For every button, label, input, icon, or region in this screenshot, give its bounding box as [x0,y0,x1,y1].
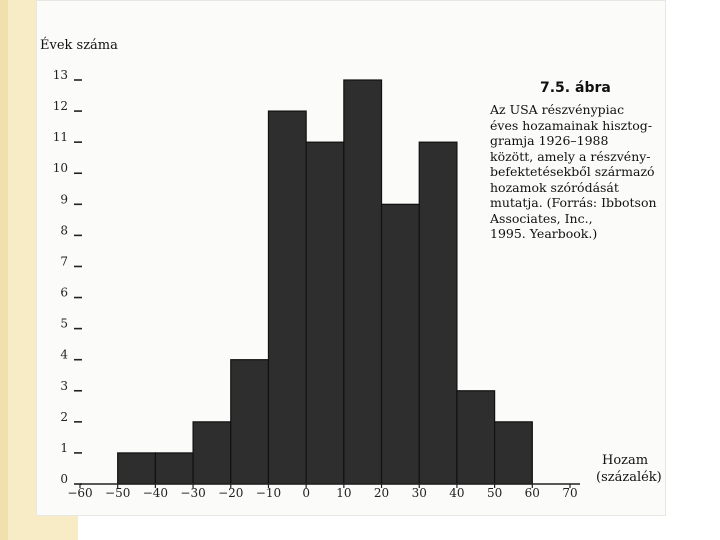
x-tick-label: 60 [524,486,540,500]
y-tick-label: 5 [60,316,68,331]
caption-line: hozamok szóródását [490,179,619,195]
caption-line: között, amely a részvény- [490,148,651,164]
x-tick-label: 0 [302,486,310,500]
x-tick-label: −10 [255,486,282,500]
histogram-bars [118,80,533,484]
x-axis [67,484,580,500]
histogram-bar [155,453,193,484]
y-tick-label: 10 [52,161,68,176]
y-tick-label: 4 [60,347,68,362]
x-tick-label: −20 [218,486,244,500]
y-tick-label: 13 [52,68,68,82]
histogram-bar [495,422,533,484]
caption-line: gramja 1926–1988 [490,133,609,148]
figure-caption [490,80,668,242]
histogram-bar [344,80,382,484]
y-tick-label: 2 [60,409,68,424]
x-axis-title-line-1: Hozam [602,453,649,468]
y-tick-label: 7 [60,254,68,269]
caption-line: Az USA részvénypiac [490,102,625,117]
x-tick-label: 50 [486,486,503,500]
caption-line: Associates, Inc., [490,210,593,226]
x-tick-label: −60 [67,486,93,500]
histogram-bar [419,142,457,484]
y-tick-label: 0 [60,472,68,486]
x-axis-title-line-2: (százalék) [596,470,662,485]
y-tick-label: 9 [60,192,68,207]
histogram-bar [268,111,306,484]
x-tick-label: 10 [336,486,352,500]
x-tick-label: 70 [562,486,578,500]
histogram-bar [118,453,156,484]
histogram-bar [306,142,344,484]
y-axis-title: Évek száma [40,38,118,53]
caption-line: befektetésekből származó [490,164,655,179]
x-tick-label: 20 [373,486,390,500]
histogram-bar [231,360,269,484]
caption-line: 1995. Yearbook.) [490,226,598,241]
x-tick-label: −40 [142,486,169,500]
y-tick-label: 1 [60,440,68,455]
x-tick-label: −50 [105,486,131,500]
x-tick-label: 30 [411,486,427,500]
x-tick-label: −30 [180,486,206,500]
caption-line: mutatja. (Forrás: Ibbotson [490,195,657,210]
y-tick-label: 6 [60,285,68,300]
y-tick-label: 8 [60,223,68,238]
y-tick-label: 12 [52,99,68,114]
histogram-bar [382,204,420,484]
x-tick-label: 40 [449,486,465,500]
y-axis [53,68,82,486]
histogram-bar [457,391,495,484]
caption-line: éves hozamainak hisztog- [490,117,653,133]
histogram-bar [193,422,231,484]
y-tick-label: 3 [60,378,68,393]
caption-title: 7.5. ábra [540,80,611,96]
y-tick-label: 11 [52,130,68,145]
